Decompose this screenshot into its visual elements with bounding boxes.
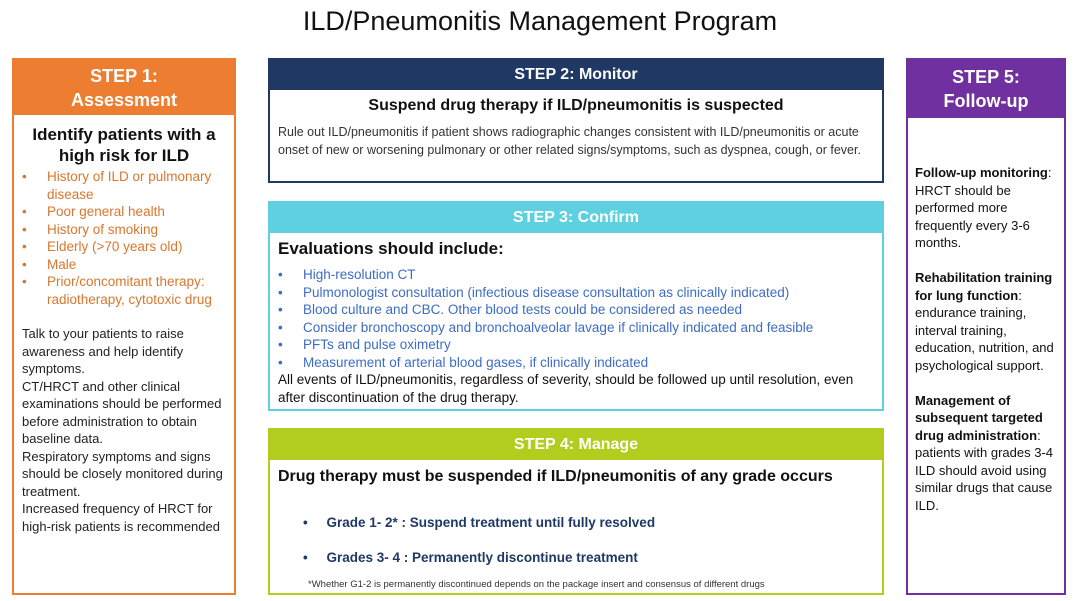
follow-up-paragraph: [915, 164, 1060, 252]
grade-3-4-rule: • Grades 3- 4 : Permanently discontinue treatment: [303, 550, 638, 565]
step2-subtitle: Suspend drug therapy if ILD/pneumonitis is suspected: [368, 97, 784, 114]
step1-guidance: [22, 325, 234, 535]
follow-up-heading: Follow-up monitoring: [915, 165, 1048, 180]
guidance-paragraph: CT/HRCT and other clinical examinations should be performed before administration to obtain baseline data.: [22, 378, 222, 446]
risk-factor-list: [22, 168, 234, 308]
step1-subtitle: Identify patients with a high risk for ILD: [32, 125, 216, 165]
grade-3-4-text: Grades 3- 4 : Permanently discontinue treatment: [326, 550, 638, 565]
step1-header-label: Assessment: [70, 90, 178, 110]
evaluation-item: • Blood culture and CBC. Other blood tests could be considered as needed: [278, 301, 882, 319]
step2-header: STEP 2: Monitor: [270, 60, 882, 90]
step2-body: Rule out ILD/pneumonitis if patient shows radiographic changes consistent with ILD/pneumonitis or acute onset of new or worsening pulmonary or other related signs/symptoms, such as dyspnea, cough, or fever.: [278, 125, 861, 157]
step5-header-label: Follow-up: [943, 91, 1029, 111]
guidance-paragraph: Respiratory symptoms and signs should be closely monitored during treatment.: [22, 448, 223, 499]
guidance-paragraph: Talk to your patients to raise awareness and help identify symptoms.: [22, 326, 184, 376]
step5-body: [915, 164, 1060, 514]
rehabilitation-text: : endurance training, interval training, education, nutrition, and psychological support.: [915, 287, 1054, 373]
risk-factor-item: • Male: [22, 256, 234, 274]
evaluation-list: [278, 266, 882, 371]
follow-up-text: : HRCT should be performed more frequently every 3-6 months.: [915, 165, 1052, 250]
evaluation-item: • Measurement of arterial blood gases, if clinically indicated: [278, 354, 882, 372]
step2-monitor-box: [268, 58, 884, 183]
step3-subtitle: Evaluations should include:: [278, 239, 504, 258]
risk-factor-item: • History of ILD or pulmonary disease: [22, 168, 234, 203]
rehabilitation-paragraph: [915, 269, 1060, 374]
step5-follow-up-box: [906, 58, 1066, 595]
step5-header: [908, 60, 1064, 118]
risk-factor-item: • Prior/concomitant therapy: radiotherapy, cytotoxic drug: [22, 273, 234, 308]
step1-assessment-box: [12, 58, 236, 595]
step1-header-number: STEP 1:: [90, 66, 158, 86]
management-text: : patients with grades 3-4 ILD should avoid using similar drugs that cause ILD.: [915, 427, 1054, 513]
step4-manage-box: [268, 428, 884, 595]
evaluation-item: • Pulmonologist consultation (infectious disease consultation as clinically indicated): [278, 284, 882, 302]
risk-factor-item: • Elderly (>70 years old): [22, 238, 234, 256]
rehabilitation-heading: Rehabilitation training for lung function: [915, 270, 1053, 303]
grade-1-2-rule: • Grade 1- 2* : Suspend treatment until fully resolved: [303, 515, 656, 530]
footnote: *Whether G1-2 is permanently discontinued depends on the package insert and consensus of different drugs: [308, 579, 765, 590]
grade-1-2-text: Grade 1- 2* : Suspend treatment until fully resolved: [326, 515, 656, 530]
risk-factor-item: • Poor general health: [22, 203, 234, 221]
guidance-paragraph: Increased frequency of HRCT for high-risk patients is recommended: [22, 501, 220, 534]
step1-header: [14, 60, 234, 115]
step3-footer: All events of ILD/pneumonitis, regardless of severity, should be followed up until resolution, even after discontinuation of the drug therapy.: [278, 372, 854, 405]
step3-confirm-box: [268, 201, 884, 411]
management-heading: Management of subsequent targeted drug administration: [915, 392, 1043, 443]
page-title: ILD/Pneumonitis Management Program: [302, 6, 778, 36]
management-paragraph: [915, 392, 1060, 515]
risk-factor-item: • History of smoking: [22, 221, 234, 239]
step4-header: STEP 4: Manage: [270, 430, 882, 460]
step4-subtitle: Drug therapy must be suspended if ILD/pneumonitis of any grade occurs: [278, 468, 833, 485]
evaluation-item: • Consider bronchoscopy and bronchoalveolar lavage if clinically indicated and feasible: [278, 319, 882, 337]
step3-header: STEP 3: Confirm: [270, 203, 882, 233]
step5-header-number: STEP 5:: [952, 67, 1020, 87]
evaluation-item: • PFTs and pulse oximetry: [278, 336, 882, 354]
evaluation-item: • High-resolution CT: [278, 266, 882, 284]
